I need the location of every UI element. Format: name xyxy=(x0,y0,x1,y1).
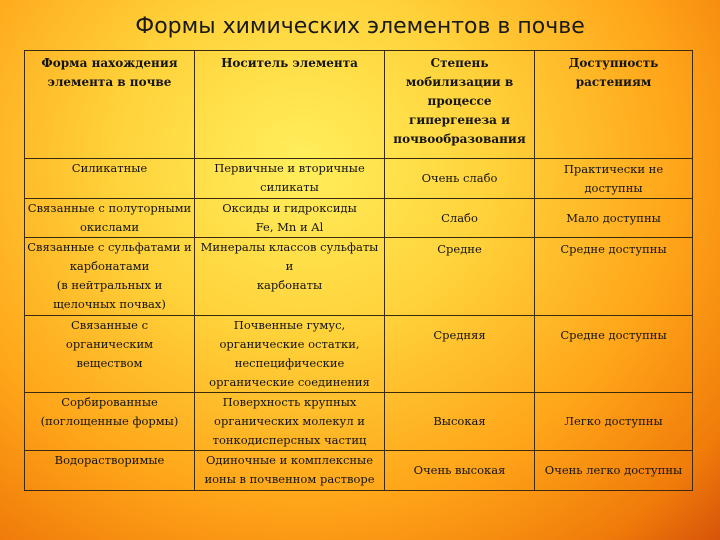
cell-form: Связанные с сульфатами и карбонатами (в нейтральных и щелочных почвах) xyxy=(25,238,195,316)
cell-carrier: Первичные и вторичные силикаты xyxy=(195,159,385,199)
cell-availability: Очень легко доступны xyxy=(535,451,693,491)
header-mobility: Степень мобилизации в процессе гипергенеза и почвообразования xyxy=(385,51,535,159)
table-row xyxy=(25,199,693,238)
cell-carrier: Одиночные и комплексные ионы в почвенном растворе xyxy=(195,451,385,491)
table-row xyxy=(25,316,693,393)
cell-carrier: Оксиды и гидроксиды Fe, Mn и Al xyxy=(195,199,385,238)
table-row xyxy=(25,451,693,491)
header-form: Форма нахождения элемента в почве xyxy=(25,51,195,159)
cell-form: Силикатные xyxy=(25,159,195,199)
table-row xyxy=(25,393,693,451)
cell-carrier: Минералы классов сульфаты и карбонаты xyxy=(195,238,385,316)
header-carrier: Носитель элемента xyxy=(195,51,385,159)
cell-mobility: Средняя xyxy=(385,316,535,393)
cell-carrier: Почвенные гумус, органические остатки, неспецифические органические соединения xyxy=(195,316,385,393)
cell-carrier: Поверхность крупных органических молекул и тонкодисперсных частиц xyxy=(195,393,385,451)
cell-availability: Практически не доступны xyxy=(535,159,693,199)
cell-availability: Средне доступны xyxy=(535,238,693,316)
elements-table xyxy=(24,50,693,491)
cell-form: Сорбированные (поглощенные формы) xyxy=(25,393,195,451)
cell-mobility: Очень высокая xyxy=(385,451,535,491)
cell-mobility: Высокая xyxy=(385,393,535,451)
cell-form: Связанные с полуторными окислами xyxy=(25,199,195,238)
header-row xyxy=(25,51,693,159)
table-row xyxy=(25,238,693,316)
cell-availability: Легко доступны xyxy=(535,393,693,451)
cell-mobility: Средне xyxy=(385,238,535,316)
cell-form: Водорастворимые xyxy=(25,451,195,491)
table-row xyxy=(25,159,693,199)
cell-mobility: Слабо xyxy=(385,199,535,238)
cell-form: Связанные с органическим веществом xyxy=(25,316,195,393)
slide-title: Формы химических элементов в почве xyxy=(135,14,585,39)
cell-mobility: Очень слабо xyxy=(385,159,535,199)
cell-availability: Средне доступны xyxy=(535,316,693,393)
header-availability: Доступность растениям xyxy=(535,51,693,159)
cell-availability: Мало доступны xyxy=(535,199,693,238)
